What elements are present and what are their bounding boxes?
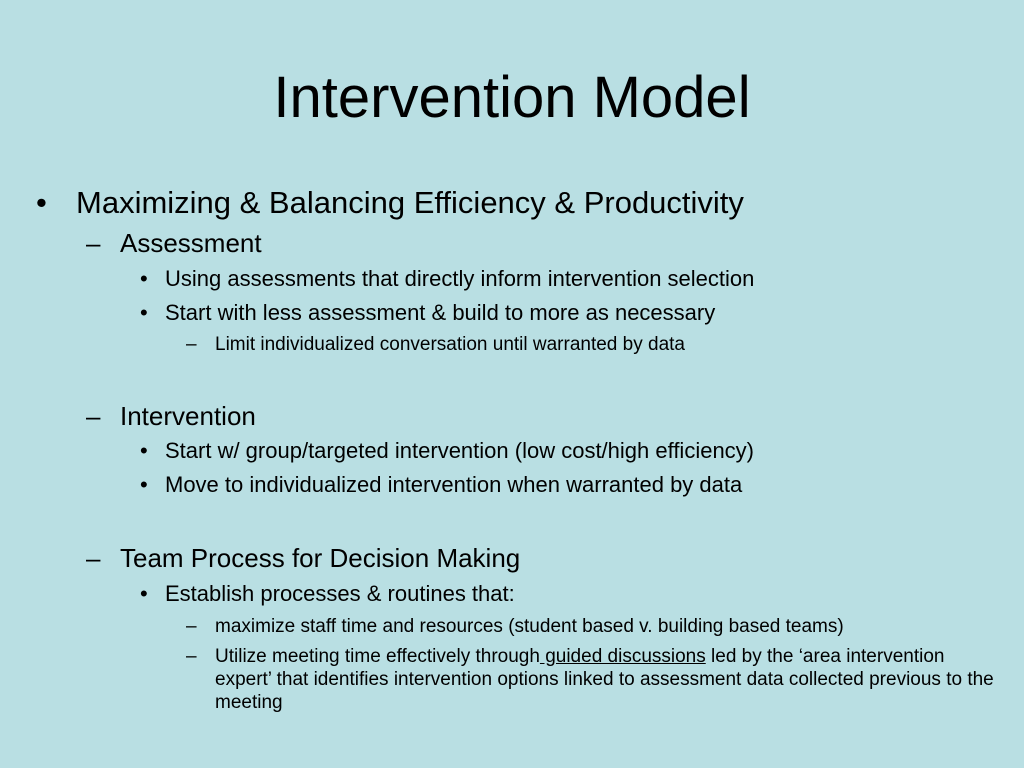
text-before-link: Utilize meeting time effectively through bbox=[215, 646, 540, 667]
subheading-text: Team Process for Decision Making bbox=[120, 543, 521, 573]
bullet-text: Establish processes & routines that: bbox=[165, 581, 515, 606]
sub-bullet-text bbox=[215, 645, 995, 714]
bullet-marker: • bbox=[140, 300, 148, 325]
bullet-marker: • bbox=[140, 266, 148, 291]
slide-title: Intervention Model bbox=[273, 65, 751, 130]
sub-bullet-text: Limit individualized conversation until warranted by data bbox=[215, 334, 685, 355]
bullet-marker: • bbox=[140, 472, 148, 497]
bullet-text: Move to individualized intervention when warranted by data bbox=[165, 472, 743, 497]
dash-marker: – bbox=[86, 228, 101, 258]
dash-marker: – bbox=[186, 646, 197, 667]
guided-discussions-underlined: guided discussions bbox=[539, 646, 706, 667]
dash-marker: – bbox=[186, 616, 197, 637]
subheading-text: Intervention bbox=[120, 401, 256, 431]
sub-bullet-text: maximize staff time and resources (student based v. building based teams) bbox=[215, 616, 844, 637]
bullet-text: Using assessments that directly inform intervention selection bbox=[165, 266, 755, 291]
bullet-marker: • bbox=[140, 581, 148, 606]
bullet-marker: • bbox=[140, 438, 148, 463]
bullet-text: Start with less assessment & build to more as necessary bbox=[165, 300, 716, 325]
dash-marker: – bbox=[186, 334, 197, 355]
dash-marker: – bbox=[86, 401, 101, 431]
subheading-text: Assessment bbox=[120, 228, 262, 258]
dash-marker: – bbox=[86, 543, 101, 573]
text-after-link: led by the ‘area intervention expert’ that identifies intervention options linked to assessment data collected previous to the meeting bbox=[215, 646, 994, 713]
bullet-marker: • bbox=[36, 185, 47, 220]
bullet-text: Start w/ group/targeted intervention (low cost/high efficiency) bbox=[165, 438, 755, 463]
bullet-text: Maximizing & Balancing Efficiency & Productivity bbox=[76, 185, 744, 220]
